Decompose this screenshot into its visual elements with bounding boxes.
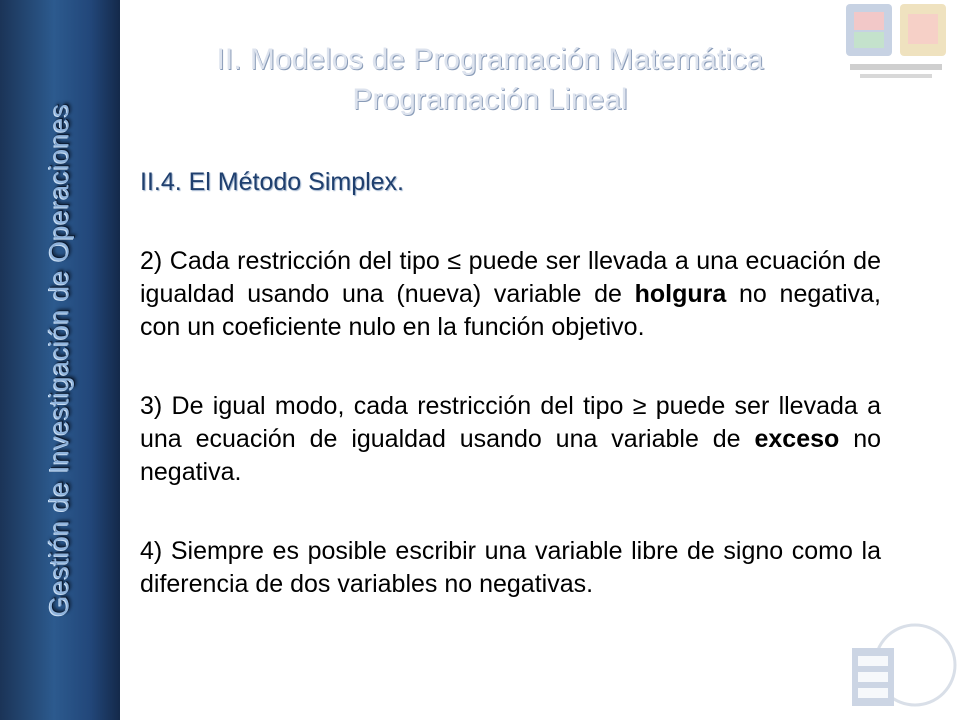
paragraph-text: no negativa. [140, 425, 881, 486]
industrias-emblem-icon [840, 620, 960, 720]
header-line-2: Programación Lineal [352, 83, 628, 116]
paragraph-text: no negativa, con un coeficiente nulo en la función objetivo. [140, 280, 881, 341]
paragraph-text: 3) De igual modo, cada restricción del tipo ≥ puede ser llevada a una ecuación de igualdad usando una variable de [140, 392, 881, 453]
paragraph-text: 2) Cada restricción del tipo ≤ puede ser llevada a una ecuación de igualdad usando una (nueva) variable de [140, 247, 881, 308]
university-crest-icon [840, 2, 952, 84]
emphasis-holgura: holgura [634, 280, 727, 308]
header-line-1: II. Modelos de Programación Matemática [216, 43, 764, 76]
slide-header [150, 40, 830, 120]
emphasis-exceso: exceso [754, 425, 840, 453]
paragraph-surplus-variable [140, 390, 881, 489]
section-title: II.4. El Método Simplex. [140, 168, 405, 196]
slide-content [140, 166, 881, 601]
sidebar [0, 0, 120, 720]
paragraph-free-variable: 4) Siempre es posible escribir una variable libre de signo como la diferencia de dos variables no negativas. [140, 537, 881, 598]
paragraph-slack-variable [140, 245, 881, 344]
sidebar-title: Gestión de Investigación de Operaciones [44, 103, 75, 617]
